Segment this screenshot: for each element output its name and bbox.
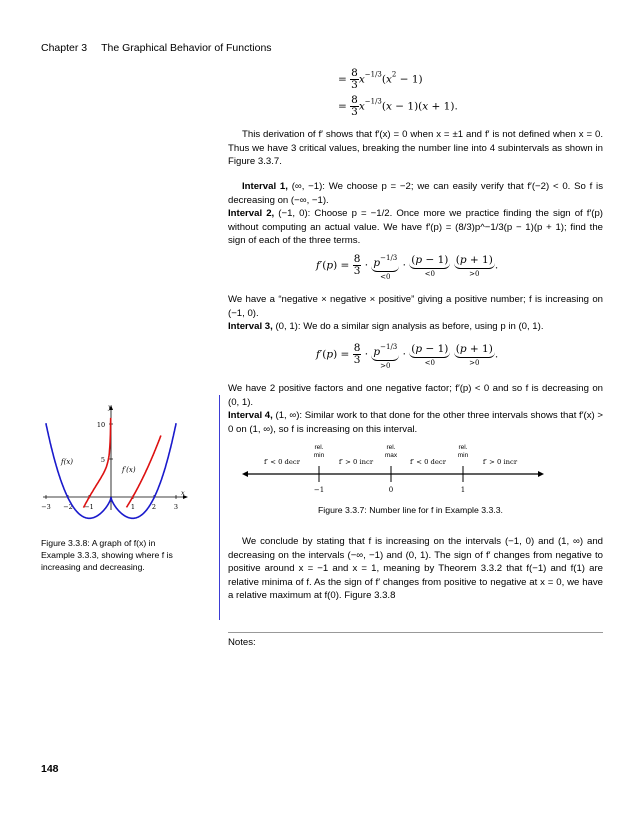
tick-label-zero: 0 [388,486,394,494]
x-tick-2: 2 [151,503,157,511]
marker-rel-min-2-bottom: min [457,452,469,459]
interval-1-text: (∞, −1): We choose p = −2; we can easily verify that f′(−2) < 0. So f is decreasing on (−∞, −1). [228,181,603,206]
running-header [41,42,272,54]
interval-1-label: Interval 1, [242,181,288,192]
equation-sign-interval-3: f′(p) = $\frac{8}{3}$ · $p^{-1/3}$ >0 · (p − 1) <0 (p + 1) >0 . [316,342,499,370]
paragraph-conclusion: We conclude by stating that f is increasing on the intervals (−1, 0) and (1, ∞) and decreasing on the intervals (−∞, −1) and (0, 1). The sign of f′ changes from negative to positive around x = −1 and x = 1, meaning by Theorem 3.3.2 that f(−1) and f(1) are relative minima of f. As the sign of f′ changes from positive to negative at x = 0, we have a relative maximum at f(0). Figure 3.3.8 [228,536,603,602]
marker-rel-min-1-bottom: min [313,452,325,459]
marker-rel-min-1-top: rel. [314,444,324,451]
interval-label-1: f′ < 0 decr [264,458,300,466]
interval-label-4: f′ > 0 incr [482,458,518,466]
x-axis-label: x [181,489,185,497]
interval-4-text: (1, ∞): Similar work to that done for the other three intervals shows that f′(x) > 0 on (1, ∞), so f is increasing on this interval. [228,410,603,435]
equation-sign-interval-2: f′(p) = $\frac{8}{3}$ · $p^{-1/3}$ <0 · (p − 1) <0 (p + 1) >0 . [316,253,499,281]
chapter-title: The Graphical Behavior of Functions [101,42,272,54]
x-tick-1: 1 [130,503,136,511]
tick-label-one: 1 [460,486,466,494]
arrow-right-icon [538,471,544,477]
marker-rel-max-bottom: max [384,452,398,459]
tick-label-neg-one: −1 [313,486,325,494]
label-f-prime: f′(x) [122,466,136,474]
interval-2-text: (−1, 0): Choose p = −1/2. Once more we practice finding the sign of f′(p) without computing an actual value. We have f′(p) = (8/3)p^−1/3(p − 1)(p + 1); find the sign of each of the three terms. [228,208,603,247]
figure-338-caption: Figure 3.3.8: A graph of f(x) in Example 3.3.3, showing where f is increasing and decreasing. [41,538,173,572]
interval-2-label: Interval 2, [228,208,275,219]
margin-divider [219,395,220,620]
y-tick-10: 10 [96,421,106,429]
notes-label: Notes: [228,637,256,648]
number-line-figure [240,440,610,502]
interval-label-2: f′ > 0 incr [338,458,374,466]
paragraph-interval-3 [228,320,603,334]
y-axis-label: y [108,403,112,411]
interval-3-label: Interval 3, [228,321,273,332]
paragraph-derivation: This derivation of f′ shows that f′(x) = 0 when x = ±1 and f′ is not defined when x = 0. Thus we have 3 critical values, breaking the number line into 4 subintervals as shown in Figure 3.3.7. [228,129,603,168]
graph-figure-338 [35,400,205,522]
notes-divider [228,632,603,633]
interval-label-3: f′ < 0 decr [410,458,446,466]
paragraph-interval-4 [228,409,603,436]
arrow-left-icon [242,471,248,477]
curve-f-prime-left [84,418,111,508]
paragraph-interval-2 [228,207,603,248]
interval-3-text: (0, 1): We do a similar sign analysis as before, using p in (0, 1). [275,321,544,332]
marker-rel-min-2-top: rel. [458,444,468,451]
paragraph-sign-result: We have a “negative × negative × positive” giving a positive number; f is increasing on (−1, 0). [228,294,603,319]
x-tick-neg3: −3 [41,503,51,511]
equation-1: = $\frac{8}{3}$ $x^{-1/3}(x^2 - 1)$ [338,67,423,91]
x-tick-neg2: −2 [63,503,73,511]
paragraph-sign-result-2: We have 2 positive factors and one negative factor; f′(p) < 0 and so f is decreasing on (0, 1). [228,383,603,408]
y-tick-5: 5 [100,456,106,464]
x-tick-neg1: −1 [84,503,94,511]
interval-4-label: Interval 4, [228,410,273,421]
equation-2: = $\frac{8}{3}$ $x^{-1/3}(x - 1)(x + 1)$. [338,94,458,118]
page-number: 148 [41,763,59,775]
paragraph-interval-1 [228,180,603,207]
figure-337-caption: Figure 3.3.7: Number line for f in Example 3.3.3. [318,505,503,515]
marker-rel-max-top: rel. [386,444,396,451]
label-f: f(x) [61,458,74,466]
chapter-label: Chapter 3 [41,42,88,54]
x-tick-3: 3 [173,503,179,511]
